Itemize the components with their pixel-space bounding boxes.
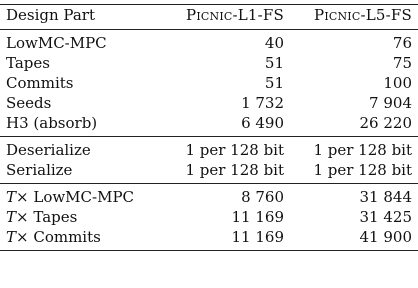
row-label-text: × LowMC-MPC <box>16 187 135 206</box>
cell-l5: 7 904 <box>369 93 412 112</box>
row-label: Deserialize <box>0 137 162 161</box>
row-label: Tapes <box>6 53 50 72</box>
cell-l5: 75 <box>392 53 412 72</box>
row-label: Serialize <box>6 160 73 179</box>
row-label: Seeds <box>6 93 52 112</box>
cell-l1: 8 760 <box>162 184 290 208</box>
header-design-part: Design Part <box>0 5 162 30</box>
t-symbol: T <box>6 227 17 246</box>
group-components <box>0 30 418 137</box>
t-symbol: T <box>6 207 17 226</box>
table-row <box>0 73 418 93</box>
table-row <box>0 227 418 251</box>
row-label-text: × Commits <box>16 227 101 246</box>
row-label: Commits <box>6 73 74 92</box>
row-label <box>0 184 162 208</box>
cell-l5: 1 per 128 bit <box>290 137 418 161</box>
table-row <box>0 184 418 208</box>
cell-l5: 76 <box>290 30 418 54</box>
group-t-times <box>0 184 418 251</box>
table-row <box>0 137 418 161</box>
row-label: LowMC-MPC <box>0 30 162 54</box>
cell-l1: 6 490 <box>241 113 285 132</box>
table-row <box>0 113 418 137</box>
cell-l1: 1 per 128 bit <box>185 160 285 179</box>
row-label <box>0 207 162 227</box>
t-symbol: T <box>6 187 17 206</box>
cell-l1: 1 per 128 bit <box>162 137 290 161</box>
table-row <box>0 93 418 113</box>
cell-l1: 51 <box>264 53 285 72</box>
cell-l1: 51 <box>264 73 285 92</box>
table-row <box>0 160 418 184</box>
cell-l5: 31 425 <box>359 207 412 226</box>
cell-l1: 11 169 <box>162 227 290 251</box>
table-row <box>0 30 418 54</box>
cell-l1: 11 169 <box>231 207 285 226</box>
cell-l5: 41 900 <box>290 227 418 251</box>
cell-l5: 26 220 <box>359 113 412 132</box>
cell-l5: 1 per 128 bit <box>313 160 412 179</box>
row-label-text: × Tapes <box>16 207 78 226</box>
header-picnic-l1-fs: Picnic-L1-FS <box>162 5 290 30</box>
header-picnic-l5-fs: Picnic-L5-FS <box>290 5 418 30</box>
row-label: H3 (absorb) <box>6 113 98 132</box>
cell-l1: 1 732 <box>241 93 285 112</box>
cell-l1: 40 <box>162 30 290 54</box>
group-serialization <box>0 137 418 184</box>
table-header <box>0 5 418 30</box>
table-row <box>0 53 418 73</box>
header-row <box>0 5 418 30</box>
table-row <box>0 207 418 227</box>
cell-l5: 100 <box>383 73 412 92</box>
cell-l5: 31 844 <box>290 184 418 208</box>
design-part-table <box>0 4 418 251</box>
row-label <box>0 227 162 251</box>
